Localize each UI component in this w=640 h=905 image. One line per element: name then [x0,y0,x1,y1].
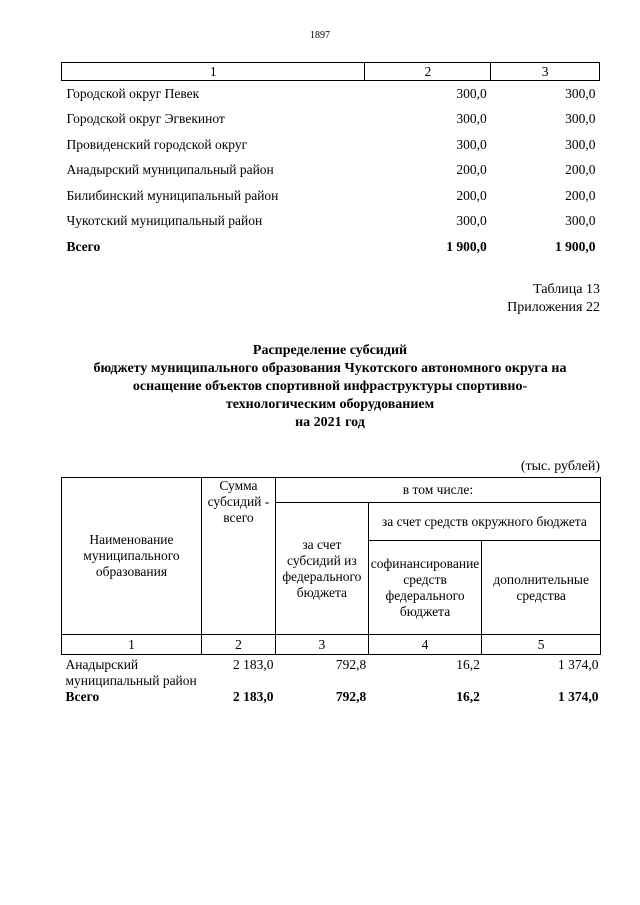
column-number: 4 [368,635,482,655]
header-district: за счет средств окружного бюджета [368,503,600,541]
column-numbers-row [62,63,600,81]
table-label [507,281,600,317]
header-cofinancing: софинансирование средств федерального бюджета [368,541,482,635]
total-row [62,234,600,260]
table-row [62,132,600,158]
municipality-name: Городской округ Певек [66,85,200,101]
municipality-name: Анадырский муниципальный район [65,657,197,688]
municipality-name: Анадырский муниципальный район [66,162,274,178]
additional-amount: 1 374,0 [558,657,599,672]
total-label: Всего [65,689,100,704]
units-label: (тыс. рублей) [520,459,600,474]
title-line: оснащение объектов спортивной инфраструктуры спортивно- [132,379,528,394]
federal-amount: 792,8 [335,689,367,704]
municipality-name: Провиденский городской округ [66,136,248,152]
table-row [62,81,600,107]
header-municipality: Наименование муниципального образования [62,478,202,635]
municipality-name: Городской округ Эгвекинот [66,111,225,127]
total-subsidy: 2 183,0 [232,657,274,672]
amount-cell: 300,0 [456,111,487,127]
header-row [62,478,601,503]
total-subsidy: 2 183,0 [232,689,274,704]
amount-cell: 300,0 [456,136,487,152]
title-line: бюджету муниципального образования Чукотского автономного округа на [93,361,567,376]
amount-cell: 200,0 [565,162,596,178]
column-number: 2 [201,635,275,655]
column-number: 1 [62,635,202,655]
amount-cell: 300,0 [565,85,596,101]
municipality-name: Билибинский муниципальный район [66,187,279,203]
amount-cell: 300,0 [565,111,596,127]
total-row [62,689,601,705]
municipality-name: Чукотский муниципальный район [66,213,263,229]
federal-amount: 792,8 [335,657,367,672]
table-row [62,107,600,133]
header-federal: за счет субсидий из федерального бюджета [275,503,368,635]
cofinancing-amount: 16,2 [456,657,480,672]
column-numbers-row [62,635,601,655]
subsidy-table-previous [61,62,600,260]
title-line: Распределение субсидий [252,343,408,358]
amount-cell: 300,0 [456,85,487,101]
column-number: 1 [62,63,365,81]
title-line: технологическим оборудованием [225,397,435,412]
page-number: 1897 [310,30,330,41]
column-number: 3 [275,635,368,655]
subsidy-distribution-table [61,477,601,705]
total-label: Всего [66,238,101,254]
table-row [62,183,600,209]
appendix-number: Приложения 22 [507,300,600,315]
table-row [62,158,600,184]
title-line: на 2021 год [295,415,365,430]
column-number: 5 [482,635,601,655]
amount-cell: 300,0 [456,213,487,229]
amount-cell: 200,0 [565,187,596,203]
table-row [62,209,600,235]
amount-cell: 300,0 [565,213,596,229]
additional-amount: 1 374,0 [558,689,599,704]
total-amount: 1 900,0 [555,238,596,254]
header-additional: дополнительные средства [482,541,601,635]
header-including: в том числе: [275,478,600,503]
column-number: 3 [491,63,600,81]
amount-cell: 200,0 [456,162,487,178]
table-number: Таблица 13 [533,282,600,297]
table-row [62,655,601,690]
amount-cell: 200,0 [456,187,487,203]
amount-cell: 300,0 [565,136,596,152]
total-amount: 1 900,0 [446,238,487,254]
cofinancing-amount: 16,2 [456,689,480,704]
column-number: 2 [365,63,491,81]
header-total: Сумма субсидий - всего [201,478,275,635]
document-title [40,342,620,432]
